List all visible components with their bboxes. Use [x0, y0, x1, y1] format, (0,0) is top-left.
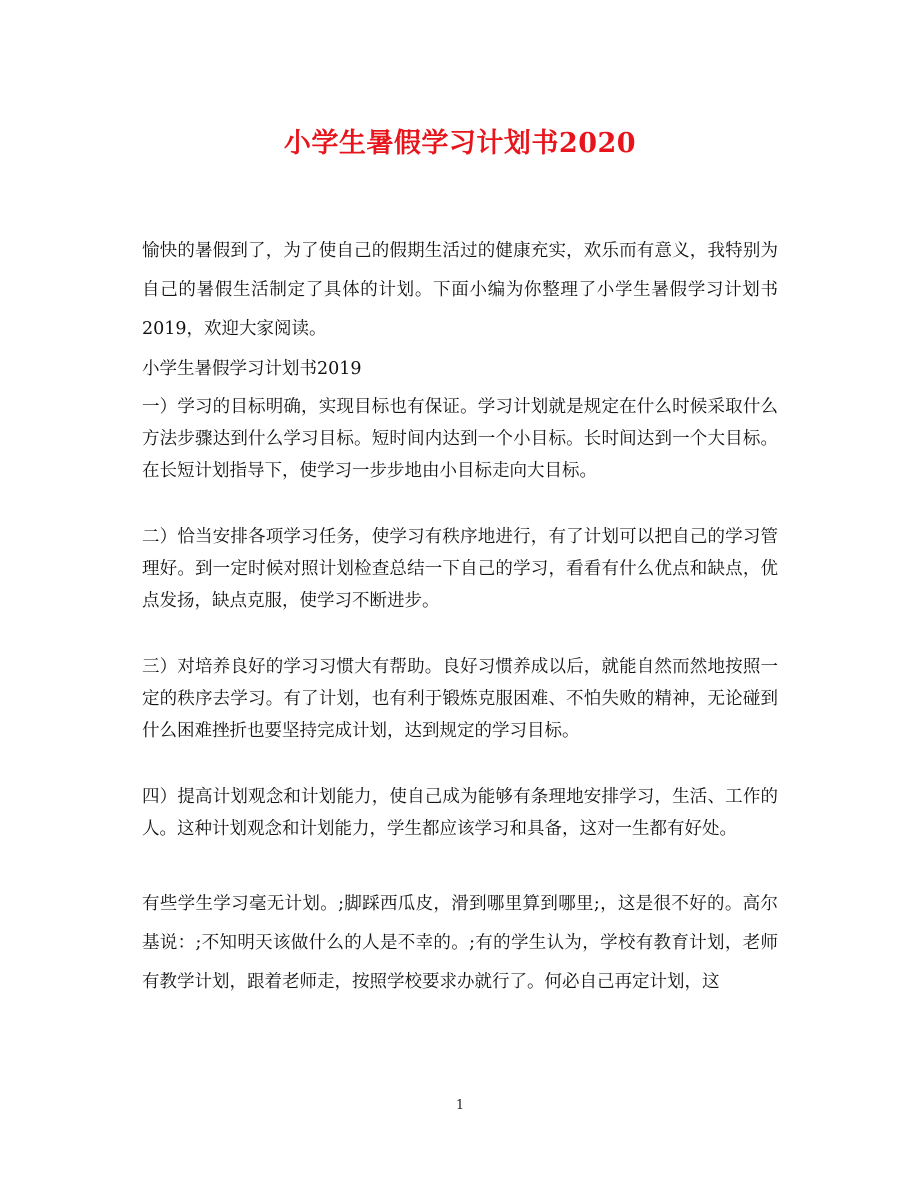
subheading: 小学生暑假学习计划书2019: [142, 359, 362, 379]
page-number: 1: [455, 1098, 465, 1113]
section-paragraph-4: 四）提高计划观念和计划能力，使自己成为能够有条理地安排学习，生活、工作的人。这种计划观念和计划能力，学生都应该学习和具备，这对一生都有好处。: [142, 787, 778, 839]
intro-paragraph: 愉快的暑假到了，为了使自己的假期生活过的健康充实，欢乐而有意义，我特别为自己的暑假生活制定了具体的计划。下面小编为你整理了小学生暑假学习计划书2019，欢迎大家阅读。: [142, 241, 778, 339]
section-paragraph-2: 二）恰当安排各项学习任务，使学习有秩序地进行，有了计划可以把自己的学习管理好。到一定时候对照计划检查总结一下自己的学习，看看有什么优点和缺点，优点发扬，缺点克服，使学习不断进步。: [142, 527, 778, 611]
closing-paragraph: 有些学生学习毫无计划。;脚踩西瓜皮，滑到哪里算到哪里;，这是很不好的。高尔基说：;不知明天该做什么的人是不幸的。;有的学生认为，学校有教育计划，老师有教学计划，跟着老师走，按照学校要求办就行了。何必自己再定计划，这: [142, 894, 778, 992]
document-body: [142, 232, 778, 1002]
document-title: 小学生暑假学习计划书2020: [283, 128, 637, 159]
section-paragraph-1: 一）学习的目标明确，实现目标也有保证。学习计划就是规定在什么时候采取什么方法步骤达到什么学习目标。短时间内达到一个小目标。长时间达到一个大目标。在长短计划指导下，使学习一步步地由小目标走向大目标。: [142, 397, 778, 481]
section-paragraph-3: 三）对培养良好的学习习惯大有帮助。良好习惯养成以后，就能自然而然地按照一定的秩序去学习。有了计划，也有利于锻炼克服困难、不怕失败的精神，无论碰到什么困难挫折也要坚持完成计划，达到规定的学习目标。: [142, 657, 778, 741]
